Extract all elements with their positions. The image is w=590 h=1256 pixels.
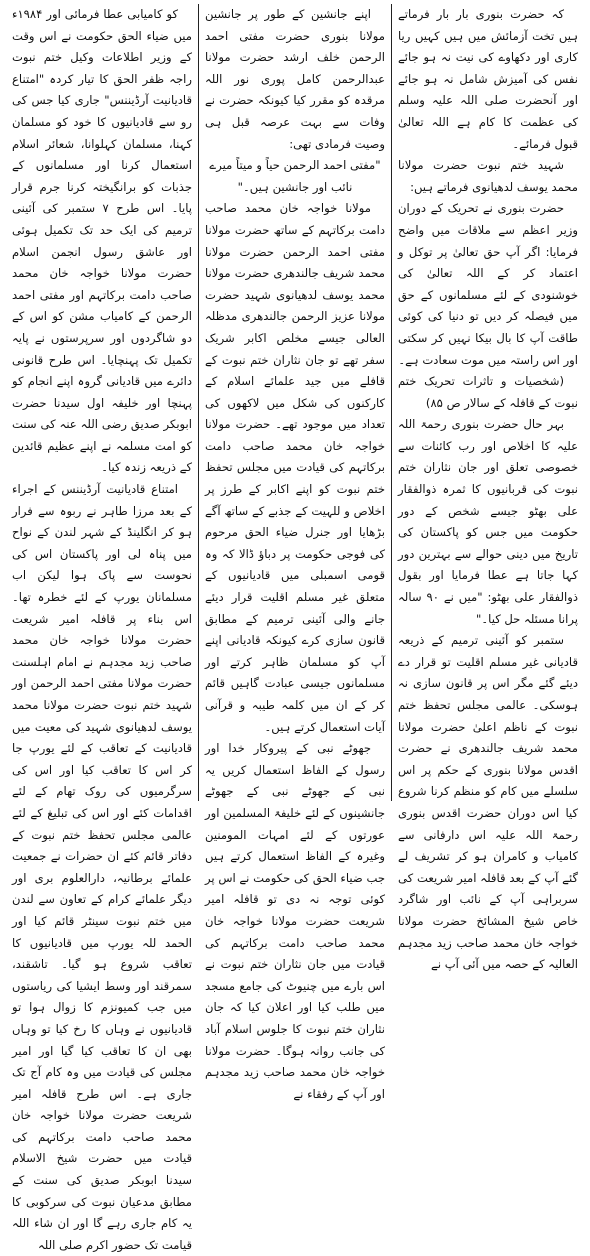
paragraph: جھوٹے نبی کے پیروکار خدا اور رسول کے الفاظ استعمال کریں یہ نبی کے جھوٹے نبی کے جھوٹے جانشینوں کے لئے خلیفۃ المسلمین اور عورتوں کے لئے امہات المومنین وغیرہ کے الفاظ استعمال کرتے ہیں جب ضیاء الحق کی حکومت نے اس پر کوئی توجہ نہ دی تو قافلہ امیر شریعت حضرت مولانا خواجہ خان محمد صاحب دامت برکاتہم کی قیادت میں جان نثاران ختم نبوت نے اس بارے میں چنیوٹ کی جامع مسجد میں طلب کیا اور اعلان کیا کہ جان نثاران ختم نبوت کا جلوس اسلام آباد کی جانب روانہ ہوگا۔ حضرت مولانا خواجہ خان محمد صاحب زید مجدہم اور آپ کے رفقاء نے: [205, 741, 385, 1101]
text-column-right: [392, 4, 584, 972]
paragraph: اپنے جانشین کے طور پر جانشین مولانا بنوری حضرت مفتی احمد الرحمن خلف ارشد حضرت مولانا عبدالرحمن کامل پوری نور اللہ مرقدہ کو مقرر کیا کیونکہ حضرت نے وفات سے بہت عرصہ قبل ہی وصیت فرمادی تھی:: [205, 7, 385, 151]
text-column-left: [6, 4, 199, 1252]
paragraph: کہ حضرت بنوری بار بار فرماتے ہیں تخت آزمائش میں ہیں کہیں ریا کاری اور دکھاوے کی نیت نہ ہو جائے نفس کی آمیزش شامل نہ ہو جائے اور آنحضرت صلی اللہ علیہ وسلم کی عظمت کا کام ہے اللہ تعالیٰ قبول فرمائے۔: [398, 7, 578, 151]
paragraph: "مفتی احمد الرحمن حیاً و میتاً میرے نائب اور جانشین ہیں۔": [209, 158, 381, 194]
paragraph: کو کامیابی عطا فرمائی اور ۱۹۸۴ء میں ضیاء الحق حکومت نے اس وقت کے وزیر اطلاعات وکیل ختم نبوت راجہ ظفر الحق کا تیار کردہ "امتناع قادیانیت آرڈیننس" جاری کیا جس کی رو سے قادیانیوں کا خود کو مسلمان کہنا، مسلمان کہلوانا، شعائر اسلام استعمال کرنا اور مسلمانوں کے جذبات کو برانگیختہ کرنا جرم قرار پایا۔ اس طرح ۷ ستمبر کی آئینی ترمیم کی ایک حد تک تکمیل ہوئی اور عاشق رسول انجمن اسلام حضرت مولانا خواجہ خان محمد صاحب دامت برکاتہم اور مفتی احمد الرحمن کے کامیاب مشن کو اس کے دو شاگردوں اور سرپرستوں نے پایہ تکمیل تک پہنچایا۔ اس طرح قانونی دائرے میں قادیانی گروہ اپنے انجام کو پہنچا اور خلیفہ اول سیدنا حضرت ابوبکر صدیق رضی اللہ عنہ کی سنت کو امت مسلمہ نے اپنے عظیم قائدین کے ذریعہ زندہ کیا۔: [12, 7, 192, 475]
paragraph: حضرت بنوری نے تحریک کے دوران وزیر اعظم سے ملاقات میں واضح فرمایا: اگر آپ حق تعالیٰ پر توکل و اعتماد کر کے اللہ تعالیٰ کی خوشنودی کے لئے مسلمانوں کے حق میں فیصلہ کر دیں تو دنیا کی کوئی طاقت آپ کا بال بیکا نہیں کر سکتی اور اس راستہ میں موت سعادت ہے۔: [398, 201, 578, 367]
paragraph: شہید ختم نبوت حضرت مولانا محمد یوسف لدھیانوی فرماتے ہیں:: [398, 158, 578, 194]
paragraph: (شخصیات و تاثرات تحریک ختم نبوت کے قافلہ کے سالار ص ۸۵): [398, 374, 578, 410]
text-column-middle: [199, 4, 392, 1101]
paragraph: بہر حال حضرت بنوری رحمۃ اللہ علیہ کا اخلاص اور رب کائنات سے خصوصی تعلق اور جان نثاران ختم نبوت کی قربانیوں کا ثمرہ ذوالفقار علی بھٹو جیسے شخص کے دور حکومت میں جس کو پاکستان کی تاریخ میں دینی حوالے سے بہترین دور کہا جاتا ہے عطا فرمایا اور بقول ذوالفقار علی بھٹو: "میں نے ۹۰ سالہ پرانا مسئلہ حل کیا۔": [398, 417, 579, 626]
paragraph: امتناع قادیانیت آرڈیننس کے اجراء کے بعد مرزا طاہر نے ربوہ سے فرار ہو کر انگلینڈ کے شہر لندن کے نواح میں پناہ لی اور پاکستان اس کی نحوست سے پاک ہوا لیکن اب مسلمانان یورپ کے لئے خطرہ تھا۔ اس بناء پر قافلہ امیر شریعت حضرت مولانا خواجہ خان محمد صاحب زید مجدہم نے امام اہلسنت حضرت مولانا مفتی احمد الرحمن اور شہید ختم نبوت حضرت مولانا محمد یوسف لدھیانوی شہید کی معیت میں قادیانیت کے تعاقب کے لئے یورپ جا کر اس کا تعاقب کیا اور اس کی سرگرمیوں کی روک تھام کے لئے اقدامات کئے اور اس کی تبلیغ کے لئے عالمی مجلس تحفظ ختم نبوت کے دفاتر قائم کئے ان حضرات نے جمعیت علمائے برطانیہ، دارالعلوم بری اور دیگر علمائے کرام کے تعاون سے لندن میں ختم نبوت سینٹر قائم کیا اور الحمد للہ یورپ میں قادیانیوں کا تعاقب شروع ہو گیا۔ تاشقند، سمرقند اور وسط ایشیا کی ریاستوں میں جب کمیونزم کا زوال ہوا تو قادیانیوں نے وہاں کا رخ کیا تو وہاں بھی ان کا تعاقب کیا گیا اور امیر مجلس کی قیادت میں وہ کام آج تک جاری ہے۔ اس طرح قافلہ امیر شریعت حضرت مولانا خواجہ خان محمد صاحب دامت برکاتہم کی قیادت میں حضرت شیخ الاسلام سیدنا ابوبکر صدیق کی سنت کے مطابق مدعیان نبوت کی سرکوبی کا یہ کام جاری رہے گا اور ان شاء اللہ قیامت تک حضور اکرم صلی اللہ: [12, 482, 192, 1252]
paragraph: مولانا خواجہ خان محمد صاحب دامت برکاتہم کے ساتھ حضرت مولانا مفتی احمد الرحمن حضرت مولانا محمد شریف جالندھری حضرت مولانا محمد یوسف لدھیانوی شہید حضرت مولانا عزیز الرحمن جالندھری مدظلہ العالی جیسے مخلص اکابر شریک سفر تھے تو جان نثاران ختم نبوت کے قافلے میں جید علمائے اسلام کے کارکنوں کی شکل میں لاکھوں کی تعداد میں موجود تھے۔ حضرت مولانا خواجہ خان محمد صاحب دامت برکاتہم کی قیادت میں مجلس تحفظ ختم نبوت کو اپنے اکابر کے طرز پر اخلاص و للہیت کے جذبے کے ساتھ آگے بڑھایا اور جنرل ضیاء الحق مرحوم کی فوجی حکومت پر دباؤ ڈالا کہ وہ قومی اسمبلی میں قادیانیوں کے متعلق غیر مسلم اقلیت قرار دیئے جانے والی آئینی ترمیم کے مطابق قانون سازی کرے کیونکہ قادیانی اپنے آپ کو مسلمان ظاہر کرتے اور مسلمانوں جیسی عبادت گاہیں قائم کر کے ان میں کلمہ طیبہ و قرآنی آیات استعمال کرتے ہیں۔: [205, 201, 385, 734]
paragraph: ستمبر کو آئینی ترمیم کے ذریعہ قادیانی غیر مسلم اقلیت تو قرار دے دیئے گئے مگر اس پر قانون سازی نہ ہوسکی۔ عالمی مجلس تحفظ ختم نبوت کے ناظم اعلیٰ حضرت مولانا محمد شریف جالندھری نے حضرت اقدس مولانا بنوری کے حکم پر اس سلسلے میں کام کو منظم کرنا شروع کیا اس دوران حضرت اقدس بنوری رحمۃ اللہ علیہ اس دارفانی سے کامیاب و کامران ہو کر تشریف لے گئے آپ کے بعد قافلہ امیر شریعت کی سربراہی آپ کے نائب اور شاگرد خاص شیخ المشائخ حضرت مولانا خواجہ خان محمد صاحب زید مجدہم العالیہ کے حصہ میں آئی آپ نے: [398, 633, 578, 972]
